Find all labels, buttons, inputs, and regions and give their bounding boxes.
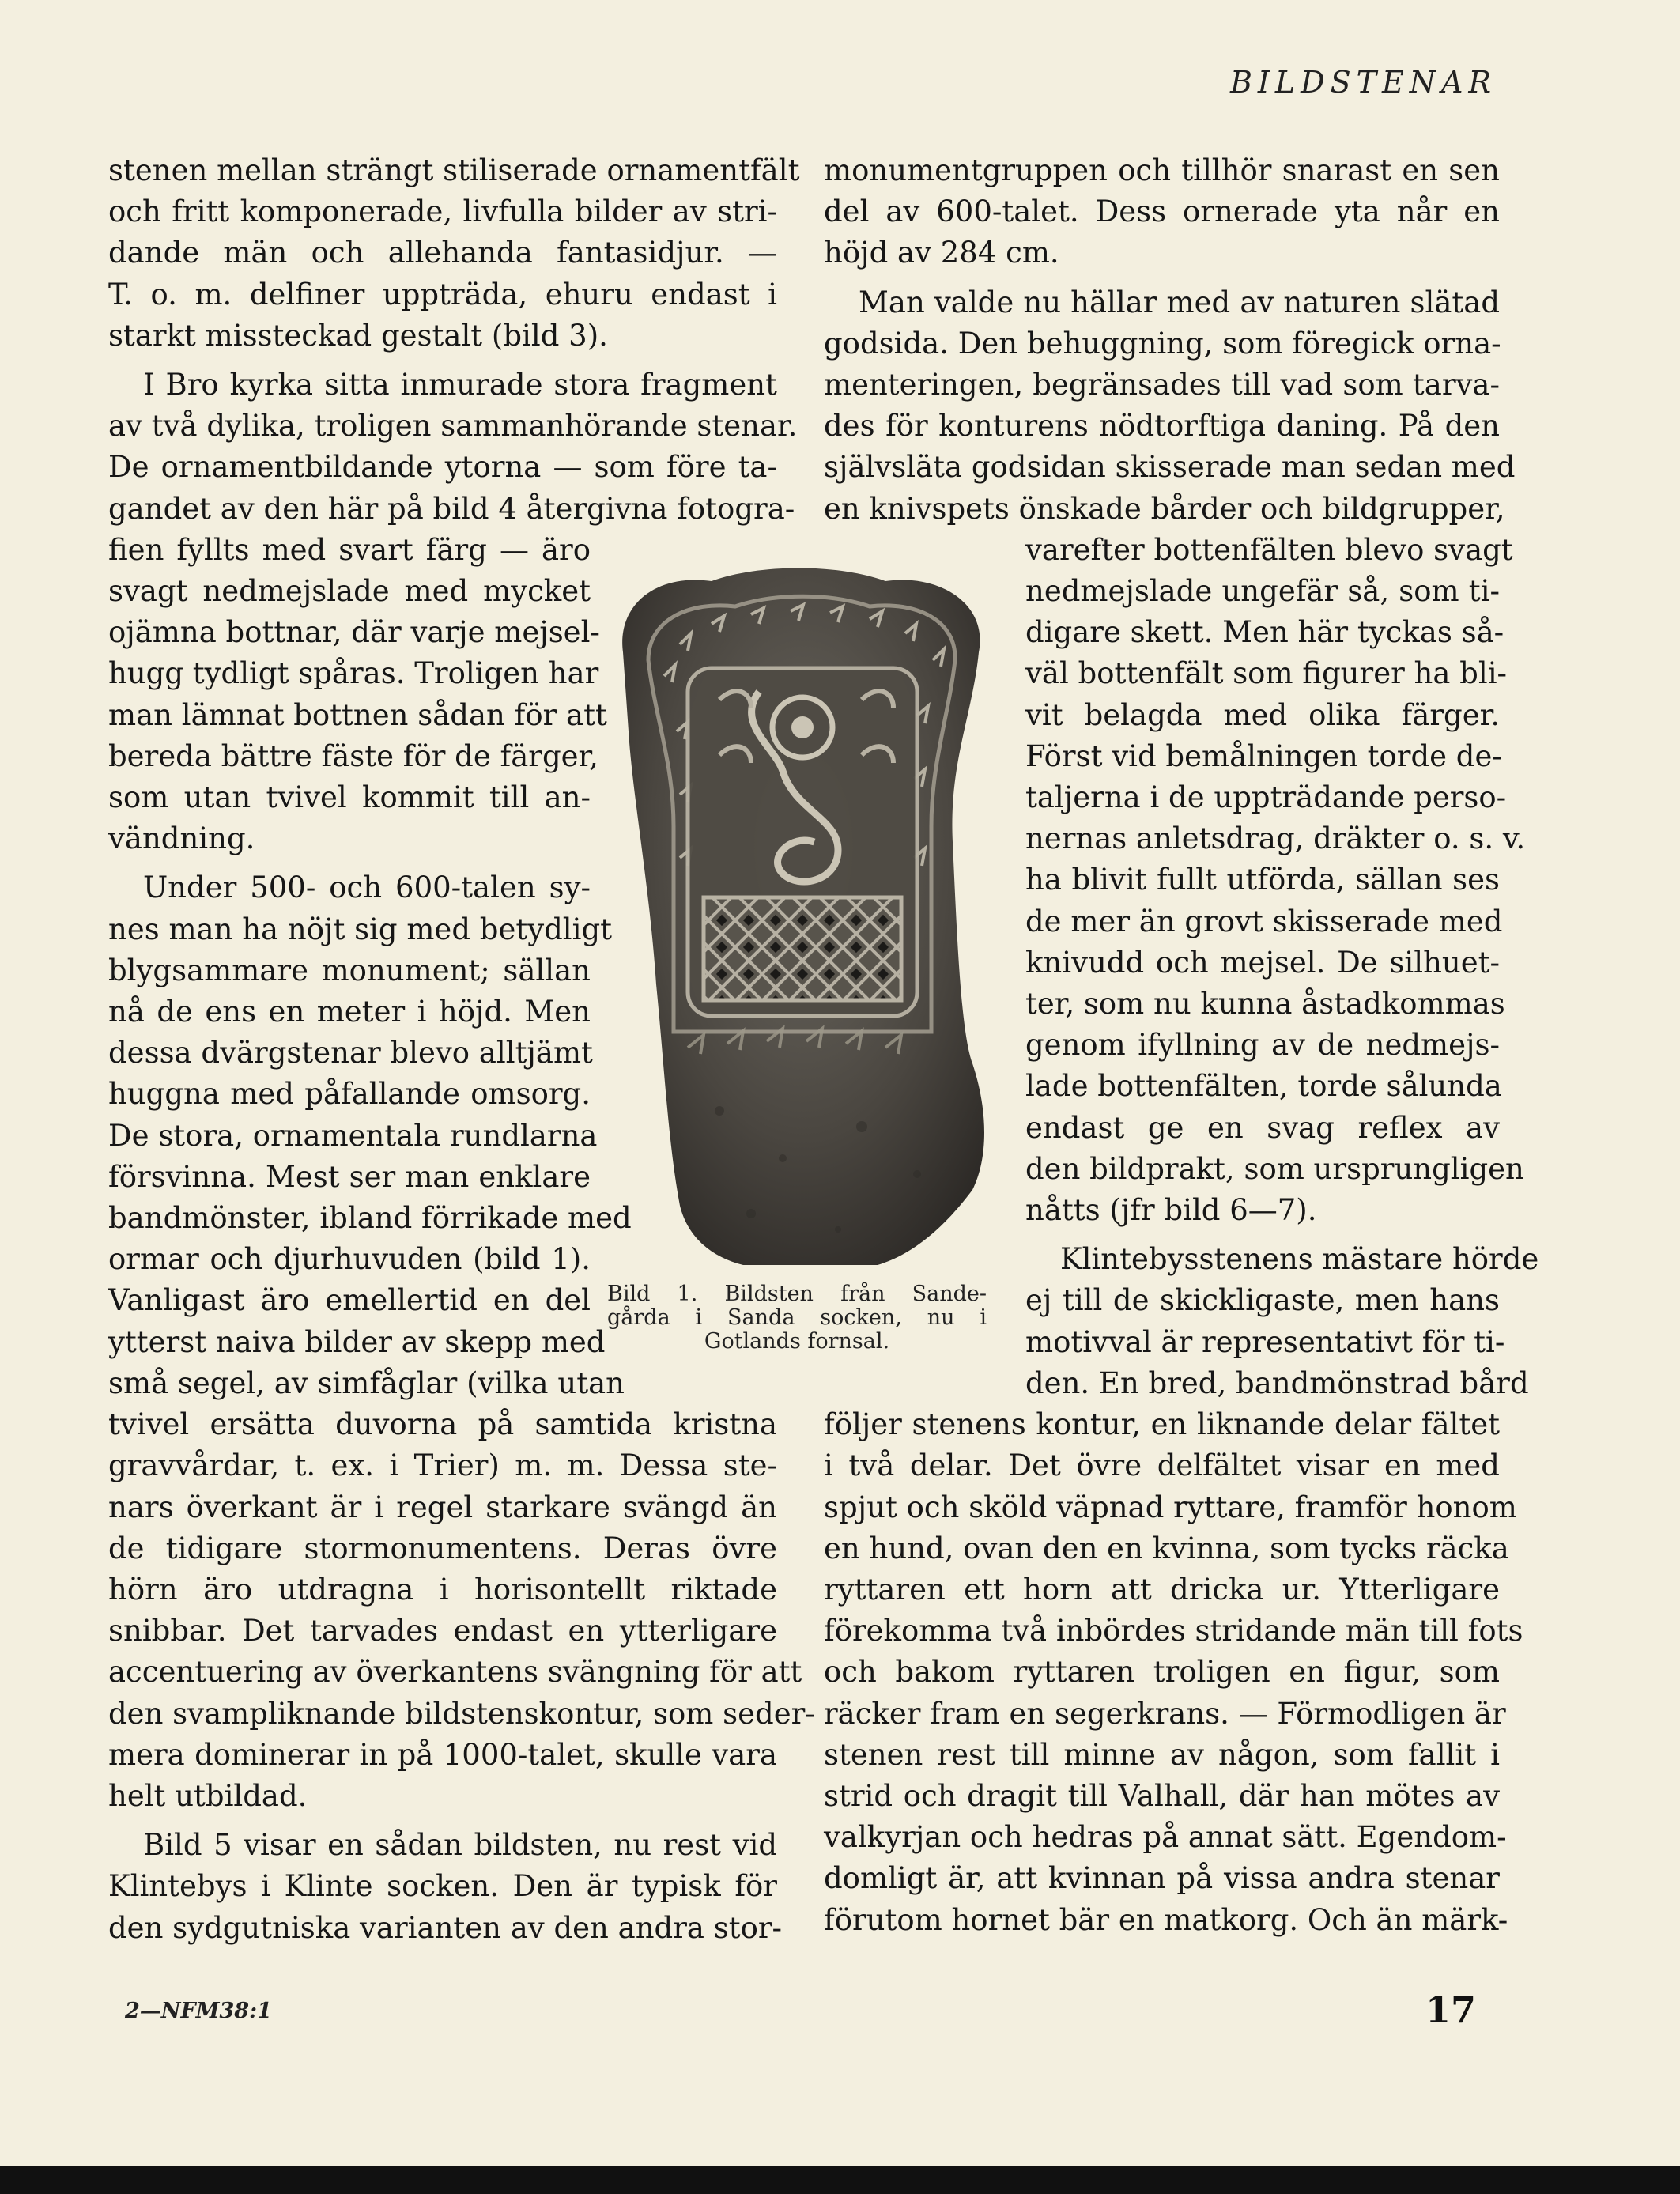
text-line: nernas anletsdrag, dräkter o. s. v.	[1025, 821, 1526, 856]
text-line: valkyrjan och hedras på annat sätt. Egendom-	[824, 1820, 1507, 1855]
text-line: gravvårdar, t. ex. i Trier) m. m. Dessa ste-	[108, 1448, 777, 1483]
text-line: följer stenens kontur, en liknande delar fältet	[824, 1407, 1500, 1442]
page-number: 17	[1425, 1988, 1477, 2031]
text-line: ytterst naiva bilder av skepp med	[108, 1324, 606, 1359]
caption-line: Gotlands fornsal.	[704, 1329, 890, 1354]
text-line: Klintebysstenens mästare hörde	[1060, 1242, 1539, 1277]
text-line: De stora, ornamentala rundlarna	[108, 1118, 598, 1153]
signature-mark: 2—NFM38:1	[125, 1999, 272, 2023]
text-line: förekomma två inbördes stridande män till fots	[824, 1614, 1523, 1648]
text-line: I Bro kyrka sitta inmurade stora fragment	[143, 368, 777, 402]
text-line: ormar och djurhuvuden (bild 1).	[108, 1242, 591, 1277]
text-line: mera dominerar in på 1000-talet, skulle vara	[108, 1737, 777, 1772]
text-line: nedmejslade ungefär så, som ti-	[1025, 574, 1500, 609]
text-line: förutom hornet bär en matkorg. Och än märk-	[824, 1902, 1508, 1937]
text-line: Klintebys i Klinte socken. Den är typisk för	[108, 1869, 777, 1904]
text-line: accentuering av överkantens svängning för att	[108, 1655, 802, 1690]
text-line: domligt är, att kvinnan på vissa andra stenar	[824, 1861, 1500, 1896]
text-line: De ornamentbildande ytorna — som före ta-	[108, 450, 777, 485]
text-line: svagt nedmejslade med mycket	[108, 574, 591, 609]
text-line: dessa dvärgstenar blevo alltjämt	[108, 1036, 593, 1071]
scan-border	[0, 2166, 1680, 2194]
figure-caption	[607, 1282, 987, 1354]
text-line: försvinna. Mest ser man enklare	[108, 1159, 591, 1194]
text-line: dande män och allehanda fantasidjur. —	[108, 236, 777, 270]
text-line: motivval är representativt för ti-	[1025, 1324, 1505, 1359]
text-line: del av 600-talet. Dess ornerade yta når en	[824, 194, 1500, 229]
text-line: varefter bottenfälten blevo svagt	[1025, 532, 1513, 567]
text-line: helt utbildad.	[108, 1778, 308, 1813]
text-line: av två dylika, troligen sammanhörande stenar.	[108, 409, 798, 444]
text-line: snibbar. Det tarvades endast en ytterligare	[108, 1614, 777, 1648]
text-line: knivudd och mejsel. De silhuet-	[1025, 945, 1500, 980]
text-line: nars överkant är i regel starkare svängd än	[108, 1490, 777, 1524]
text-line: bandmönster, ibland förrikade med	[108, 1201, 632, 1236]
text-line: Bild 5 visar en sådan bildsten, nu rest vid	[143, 1828, 777, 1863]
text-line: den bildprakt, som ursprungligen	[1025, 1151, 1524, 1186]
right-paragraph-1	[824, 150, 1500, 274]
text-line: starkt missteckad gestalt (bild 3).	[108, 318, 608, 353]
left-paragraph-1	[108, 150, 800, 357]
text-line: som utan tvivel kommit till an-	[108, 780, 591, 815]
text-line: en knivspets önskade bårder och bildgrupper,	[824, 491, 1505, 526]
text-line: gandet av den här på bild 4 återgivna fotogra-	[108, 491, 795, 526]
text-line: Vanligast äro emellertid en del	[108, 1283, 591, 1318]
text-line: ej till de skickligaste, men hans	[1025, 1283, 1500, 1318]
text-line: ryttaren ett horn att dricka ur. Ytterligare	[824, 1572, 1500, 1607]
running-title: BILDSTENAR	[1229, 65, 1497, 100]
text-line: monumentgruppen och tillhör snarast en sen	[824, 153, 1500, 187]
text-line: ojämna bottnar, där varje mejsel-	[108, 615, 600, 650]
text-line: höjd av 284 cm.	[824, 236, 1059, 270]
left-paragraph-4	[108, 1825, 783, 1949]
text-line: nå de ens en meter i höjd. Men	[108, 995, 591, 1029]
text-line: självsläta godsidan skisserade man sedan med	[824, 450, 1516, 485]
text-line: i två delar. Det övre delfältet visar en med	[824, 1448, 1500, 1483]
text-line: tvivel ersätta duvorna på samtida kristna	[108, 1407, 777, 1442]
text-line: fien fyllts med svart färg — äro	[108, 532, 591, 567]
text-line: des för konturens nödtorftiga daning. På den	[824, 409, 1500, 444]
text-line: bereda bättre fäste för de färger,	[108, 738, 598, 773]
text-line: vändning.	[108, 821, 255, 856]
text-line: de tidigare stormonumentens. Deras övre	[108, 1531, 777, 1565]
picture-stone-image	[601, 557, 1004, 1269]
text-line: Under 500- och 600-talen sy-	[143, 870, 591, 905]
text-line: Man valde nu hällar med av naturen slätad	[859, 285, 1500, 319]
text-line: huggna med påfallande omsorg.	[108, 1077, 591, 1112]
text-line: räcker fram en segerkrans. — Förmodligen är	[824, 1696, 1506, 1731]
text-line: de mer än grovt skisserade med	[1025, 904, 1503, 938]
text-line: Först vid bemålningen torde de-	[1025, 738, 1502, 773]
text-line: T. o. m. delfiner uppträda, ehuru endast i	[108, 277, 777, 312]
text-line: spjut och sköld väpnad ryttare, framför honom	[824, 1490, 1517, 1524]
text-line: nes man ha nöjt sig med betydligt	[108, 912, 613, 946]
text-line: en hund, ovan den en kvinna, som tycks räcka	[824, 1531, 1509, 1565]
text-line: och bakom ryttaren troligen en figur, som	[824, 1655, 1500, 1690]
text-line: genom ifyllning av de nedmejs-	[1025, 1028, 1500, 1063]
text-line: hörn äro utdragna i horisontellt riktade	[108, 1572, 777, 1607]
text-line: och fritt komponerade, livfulla bilder av stri-	[108, 194, 777, 229]
caption-line: gårda i Sanda socken, nu i	[607, 1305, 987, 1330]
picture-stone-photo	[601, 557, 1004, 1269]
text-line: den. En bred, bandmönstrad bård	[1025, 1365, 1529, 1400]
text-line: små segel, av simfåglar (vilka utan	[108, 1365, 625, 1400]
text-line: väl bottenfält som figurer ha bli-	[1025, 656, 1508, 691]
text-line: man lämnat bottnen sådan för att	[108, 697, 607, 732]
text-line: vit belagda med olika färger.	[1025, 697, 1500, 732]
text-line: endast ge en svag reflex av	[1025, 1110, 1500, 1145]
text-line: ter, som nu kunna åstadkommas	[1025, 987, 1505, 1021]
text-line: den svampliknande bildstenskontur, som seder-	[108, 1696, 815, 1731]
text-line: blygsammare monument; sällan	[108, 953, 591, 987]
text-line: godsida. Den behuggning, som föregick orna-	[824, 326, 1501, 361]
text-line: strid och dragit till Valhall, där han mötes av	[824, 1778, 1500, 1813]
text-line: taljerna i de uppträdande perso-	[1025, 780, 1507, 815]
text-line: den sydgutniska varianten av den andra stor-	[108, 1910, 783, 1945]
text-line: menteringen, begränsades till vad som tarva-	[824, 368, 1500, 402]
text-line: stenen mellan strängt stiliserade ornamentfält	[108, 153, 800, 187]
text-line: ha blivit fullt utförda, sällan ses	[1025, 863, 1500, 897]
text-line: digare skett. Men här tyckas så-	[1025, 615, 1504, 650]
text-line: nåtts (jfr bild 6—7).	[1025, 1193, 1317, 1228]
text-line: stenen rest till minne av någon, som fallit i	[824, 1737, 1500, 1772]
text-line: lade bottenfälten, torde sålunda	[1025, 1069, 1502, 1104]
text-line: hugg tydligt spåras. Troligen har	[108, 656, 599, 691]
caption-line: Bild 1. Bildsten från Sande-	[607, 1282, 987, 1306]
